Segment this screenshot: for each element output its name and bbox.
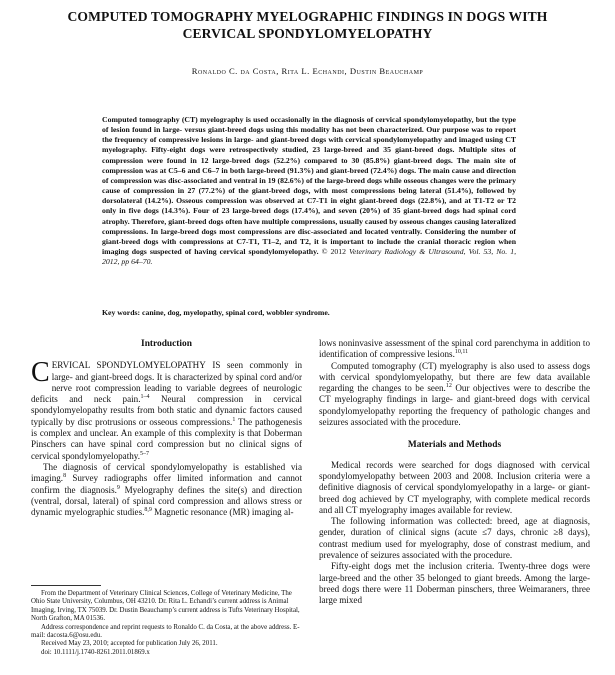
abstract-body: Computed tomography (CT) myelography is used occasionally in the diagnosis of cervical spondylomyelopathy, but the type of lesion found in large- versus giant-breed dogs using this modality has not been characterized. Our purpose was to report the frequency of compressive lesions in large- and giant-breed dogs with cervical spondylomyelopathy and imaged using CT myelography. Fifty-eight dogs were retrospectively studied, 23 large-breed and 35 giant-breed dogs. Multiple sites of compression were found in 12 large-breed dogs (52.2%) compared to 30 (85.8%) giant-breed dogs. The main site of compression was at C5–6 and C6–7 in both large-breed (91.3%) and giant-breed (72.4%) dogs. The main cause and direction of compression was disc-associated and ventral in 19 (82.6%) of the large-breed dogs while osseous changes were the primary cause of compression in 27 (77.2%) of the giant-breed dogs, with most compressions being lateral (51.4%), followed by dorsolateral (14.2%). Osseous compression was observed at C7-T1 in eight giant-breed dogs (22.8%), and at T1-T2 or T2 only in five dogs (14.3%). Four of 23 large-breed dogs (17.4%), and seven (20%) of 35 giant-breed dogs had spinal cord atrophy. Therefore, giant-breed dogs often have multiple compressions, usually caused by osseous changes causing lateralized compressions. In large-breed dogs most compressions are disc-associated and located ventrally. Considering the number of giant-breed dogs with compressions at C7-T1, T1–2, and T2, it is important to include the cranial thoracic region when imaging dogs suspected of having cervical spondylomyelopathy. bbox=[102, 115, 516, 257]
footnote-divider bbox=[31, 585, 101, 586]
article-title: COMPUTED TOMOGRAPHY MYELOGRAPHIC FINDINGS IN DOGS WITH CERVICAL SPONDYLOMYELOPATHY bbox=[67, 9, 548, 41]
journal-reference: Veterinary Radiology & Ultrasound, Vol. 53, No. 1, 2012, pp 64–70. bbox=[102, 247, 517, 267]
intro-text: lows noninvasive assessment of the spinal cord parenchyma in addition to identification of compressive lesions. bbox=[319, 338, 590, 360]
received-note: Received May 23, 2010; accepted for publication July 26, 2011. bbox=[41, 640, 218, 648]
intro-text: Our objectives were to describe the CT myelography findings in large- and giant-breed dogs with cervical spondylomyelopathy reporting the frequency of pathologic changes and seizures associated with the procedure. bbox=[319, 383, 590, 428]
reference-marker: 9 bbox=[116, 484, 120, 491]
doi-note: doi: 10.1111/j.1740-8261.2011.01869.x bbox=[41, 648, 150, 656]
correspondence-note: Address correspondence and reprint requests to Ronaldo C. da Costa, at the above address. E-mail: dacosta.6@osu.edu. bbox=[31, 623, 300, 640]
reference-marker: 1–4 bbox=[140, 394, 150, 401]
keywords: Key words: canine, dog, myelopathy, spinal cord, wobbler syndrome. bbox=[102, 308, 330, 317]
reference-marker: 1 bbox=[232, 416, 236, 423]
left-column bbox=[31, 338, 302, 518]
right-column bbox=[319, 338, 590, 607]
intro-text: Computed tomography (CT) myelography is also used to assess dogs with cervical spondylomyelopathy, but there are few data available regarding the changes to be seen. bbox=[319, 360, 590, 394]
abstract bbox=[102, 115, 516, 267]
reference-marker: 5–7 bbox=[140, 450, 150, 457]
intro-text: Survey radiographs offer limited information and cannot confirm the diagnosis. bbox=[31, 473, 302, 495]
reference-marker: 8 bbox=[63, 473, 67, 480]
intro-text: IS seen commonly in large- and giant-breed dogs. It is characterized by spinal cord and/or nerve root compression leading to variable degrees of neurologic deficits and neck pain. bbox=[31, 360, 302, 405]
methods-paragraph-2: The following information was collected: breed, age at diagnosis, gender, duration of clinical signs (acute ≤7 days, chronic ≥8 days), contrast medium used for myelography, dose of constrast medium, and prevalence of seizures associated with the procedure. bbox=[319, 516, 590, 561]
drop-cap: C bbox=[31, 357, 50, 389]
intro-text: Magnetic resonance (MR) imaging al- bbox=[151, 507, 294, 518]
intro-continuation bbox=[319, 338, 590, 361]
introduction-heading: Introduction bbox=[141, 339, 192, 349]
copyright: © 2012 bbox=[321, 247, 346, 257]
reference-marker: 12 bbox=[445, 383, 452, 390]
methods-heading: Materials and Methods bbox=[407, 440, 502, 451]
lead-smallcaps: ERVICAL SPONDYLOMYELOPATHY bbox=[51, 360, 206, 371]
methods-paragraph-1: Medical records were searched for dogs diagnosed with cervical spondylomyelopathy between 2003 and 2008. Inclusion criteria were a definitive diagnosis of cervical spondylomyelopathy in a large- or giant-breed dog achieved by CT myelography, with complete medical records and all CT myelography images available for review. bbox=[319, 459, 590, 515]
footnote bbox=[31, 590, 302, 657]
intro-text: Neural compression in cervical spondylomyelopathy results from both static and dynamic factors caused typically by disc protrusions or osseous compressions. bbox=[31, 394, 302, 427]
intro-text: The diagnosis of cervical spondylomyelopathy is established via imaging. bbox=[31, 461, 302, 484]
introduction-body bbox=[31, 357, 302, 518]
intro-text: Myelography defines the site(s) and direction (ventral, dorsal, lateral) of spinal cord compression and allows stress or dynamic myelographic studies. bbox=[31, 484, 302, 518]
reference-marker: 10,11 bbox=[454, 349, 469, 356]
intro-paragraph-2 bbox=[31, 462, 302, 518]
affiliation-note: From the Department of Veterinary Clinical Sciences, College of Veterinary Medicine, The Ohio State University, Columbus, OH 43210. Dr. Rita L. Echandi’s current address is Animal Imaging, Irving, TX 75039. Dr. Dustin Beauchamp’s current address is Tufts Veterinary Hospital, North Grafton, MA 01536. bbox=[31, 590, 300, 623]
intro-paragraph-3 bbox=[319, 361, 590, 429]
author-list: Ronaldo C. da Costa, Rita L. Echandi, Dustin Beauchamp bbox=[191, 66, 424, 76]
methods-paragraph-3: Fifty-eight dogs met the inclusion criteria. Twenty-three dogs were large-breed and the other 35 belonged to giant breeds. Among the large-breed dogs there were 11 Doberman pinschers, three Weimaraners, three large mixed bbox=[319, 561, 590, 606]
intro-text: The pathogenesis is complex and unclear. An example of this complexity is that Doberman Pinschers can have spinal cord compression but no clinical signs of cervical spondylomyelopathy. bbox=[31, 416, 302, 461]
reference-marker: 8,9 bbox=[144, 507, 152, 514]
intro-paragraph-1 bbox=[31, 357, 302, 462]
